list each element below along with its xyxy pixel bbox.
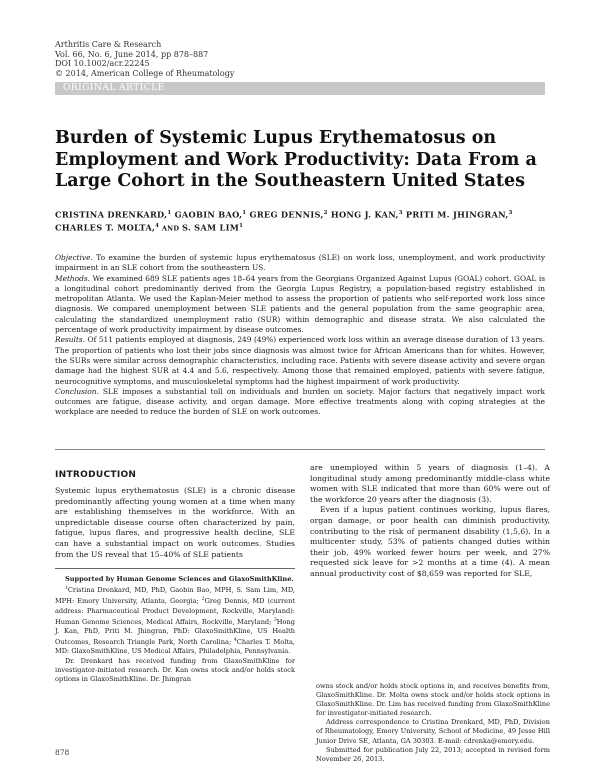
affiliation-marker: 2 xyxy=(323,210,328,216)
author-name: GREG DENNIS, xyxy=(246,209,324,220)
footnote-correspondence: Address correspondence to Cristina Drenkard, MD, PhD, Division of Rheumatology, Emory University, School of Medicine, 49 Jesse Hill Junior Drive SE, Atlanta, GA 30303. E-mail: cdrenka@emory.edu. xyxy=(316,718,550,745)
author-name: GAOBIN BAO, xyxy=(171,209,243,220)
affiliation-marker: 1 xyxy=(242,210,247,216)
affiliation-text: Greg Dennis, MD (current address: Pharmaceutical Product Development, Rockville, Maryland): Human Genome Sciences, Medical Affairs, Rockville, Maryland; xyxy=(55,597,295,626)
author-name: CRISTINA DRENKARD, xyxy=(55,209,168,220)
footnote-divider xyxy=(55,568,295,569)
footnote-disclosure: owns stock and/or holds stock options in, and receives benefits from, GlaxoSmithKline. Dr. Molta owns stock and/or holds stock options in GlaxoSmithKline. Dr. Lim has received funding from GlaxoSmithKline for investigator-initiated research. xyxy=(316,682,550,718)
affiliation-marker: 1 xyxy=(65,586,68,592)
abstract-methods xyxy=(55,274,545,336)
article-type-label: ORIGINAL ARTICLE xyxy=(63,83,165,93)
body-paragraph: Systemic lupus erythematosus (SLE) is a chronic disease predominantly affecting young women at a time when many are establishing themselves in the workforce. With an unpredictable disease course often characterized by pain, fatigue, lupus flares, and progressive health decline, SLE can have a substantial impact on work outcomes. Studies from the US reveal that 15–40% of SLE patients xyxy=(55,486,295,559)
article-type-band xyxy=(55,82,545,95)
affiliation-marker: 4 xyxy=(155,222,160,229)
footnote-submitted: Submitted for publication July 22, 2013; accepted in revised form November 26, 2013. xyxy=(316,745,550,763)
footnote-affiliations xyxy=(55,584,295,656)
author-name: HONG J. KAN, xyxy=(327,209,399,220)
footnotes-left xyxy=(55,575,295,684)
abstract-label: Results. xyxy=(55,335,85,345)
abstract-objective xyxy=(55,253,545,274)
affiliation-text: Hong J. Kan, PhD, Priti M. Jhingran, PhD: GlaxoSmithKline, US Health Outcomes, Research Triangle Park, North Carolina; xyxy=(55,617,295,647)
affiliation-marker: 1 xyxy=(239,222,244,229)
affiliation-text: Charles T. Molta, MD: GlaxoSmithKline, US Medical Affairs, Philadelphia, Pennsylvania. xyxy=(55,638,295,656)
author-conjunction: AND xyxy=(159,224,182,233)
affiliation-marker: 3 xyxy=(508,210,513,216)
abstract-conclusion xyxy=(55,387,545,418)
footnotes-right xyxy=(316,682,550,764)
abstract-text: SLE imposes a substantial toll on individuals and burden on society. Major factors that negatively impact work outcomes are fatigue, disease activity, and organ damage. More effective treatments along with coping strategies at the workplace are needed to reduce the burden of SLE on work outcomes. xyxy=(55,386,545,417)
page-number: 878 xyxy=(55,748,70,757)
affiliation-marker: 3 xyxy=(398,210,403,216)
footnote-support: Supported by Human Genome Sciences and GlaxoSmithKline. xyxy=(65,575,294,583)
abstract-text: We examined 689 SLE patients ages 18–64 years from the Georgians Organized Against Lupus (GOAL) cohort. GOAL is a longitudinal cohort predominantly derived from the Georgia Lupus Registry, a population-based registry established in metropolitan Atlanta. We used the Kaplan-Meier method to assess the proportion of patients who self-reported work loss since diagnosis. We compared unemployment between SLE patients and the general population from the same geographic area, calculating the standardized unemployment ratio (SUR) within demographic and disease strata. We also calculated the percentage of work productivity impairment by disease outcomes. xyxy=(55,273,545,335)
author-name: PRITI M. JHINGRAN, xyxy=(402,209,509,220)
section-heading: INTRODUCTION xyxy=(55,470,137,480)
body-column-right xyxy=(310,463,550,580)
abstract-divider xyxy=(55,449,545,450)
abstract xyxy=(55,253,545,418)
author-name: S. SAM LIM xyxy=(181,222,240,233)
footnote-disclosure: Dr. Drenkard has received funding from GlaxoSmithKline for investigator-initiated research. Dr. Kan owns stock and/or holds stock options in GlaxoSmithKline. Dr. Jhingran xyxy=(55,656,295,683)
journal-volume: Vol. 66, No. 6, June 2014, pp 878–887 xyxy=(55,49,209,59)
body-paragraph: are unemployed within 5 years of diagnosis (1–4). A longitudinal study among predominantly middle-class white women with SLE indicated that more than 60% were out of the workforce 20 years after the diagnosis (3). xyxy=(310,463,550,504)
abstract-label: Objective. xyxy=(55,253,93,262)
paper-title: Burden of Systemic Lupus Erythematosus on Employment and Work Productivity: Data From a Large Cohort in the Southeastern United States xyxy=(55,128,537,191)
abstract-results xyxy=(55,335,545,386)
author-name: CHARLES T. MOLTA, xyxy=(55,222,156,233)
affiliation-marker: 4 xyxy=(233,638,237,644)
journal-copyright: © 2014, American College of Rheumatology xyxy=(55,68,235,78)
body-paragraph: Even if a lupus patient continues working, lupus flares, organ damage, or poor health can diminish productivity, contributing to the risk of permanent disability (1,5,6). In a multicenter study, 53% of patients changed duties within their job, 49% worked fewer hours per week, and 27% requested sick leave for >2 months at a time (4). A mean annual productivity cost of $8,659 was reported for SLE, xyxy=(310,505,550,578)
affiliation-text: Cristina Drenkard, MD, PhD, Gaobin Bao, MPH, S. Sam Lim, MD, MPH: Emory University, Atlanta, Georgia; xyxy=(55,586,295,606)
affiliation-marker: 3 xyxy=(273,617,277,623)
affiliation-marker: 2 xyxy=(201,597,205,603)
journal-doi: DOI 10.1002/acr.22245 xyxy=(55,59,150,69)
author-list xyxy=(55,208,555,234)
journal-header xyxy=(55,40,234,78)
abstract-text: To examine the burden of systemic lupus erythematosus (SLE) on work loss, unemployment, and work productivity impairment in an SLE cohort from the southeastern US. xyxy=(55,253,545,273)
body-column-left xyxy=(55,486,295,560)
abstract-label: Methods. xyxy=(55,273,90,283)
journal-name: Arthritis Care & Research xyxy=(55,40,162,49)
affiliation-marker: 1 xyxy=(167,210,172,216)
abstract-label: Conclusion. xyxy=(55,386,99,396)
abstract-text: Of 511 patients employed at diagnosis, 249 (49%) experienced work loss within an average disease duration of 13 years. The proportion of patients who lost their jobs since diagnosis was almost twice for African Americans than for whites. However, the SURs were similar across demographic characteristics, including race. Patients with severe disease activity and severe organ damage had the highest SUR at 4.4 and 5.6, respectively. Among those that remained employed, patients with severe fatigue, neurocognitive symptoms, and musculoskeletal symptoms had the highest impairment of work productivity. xyxy=(55,335,545,386)
